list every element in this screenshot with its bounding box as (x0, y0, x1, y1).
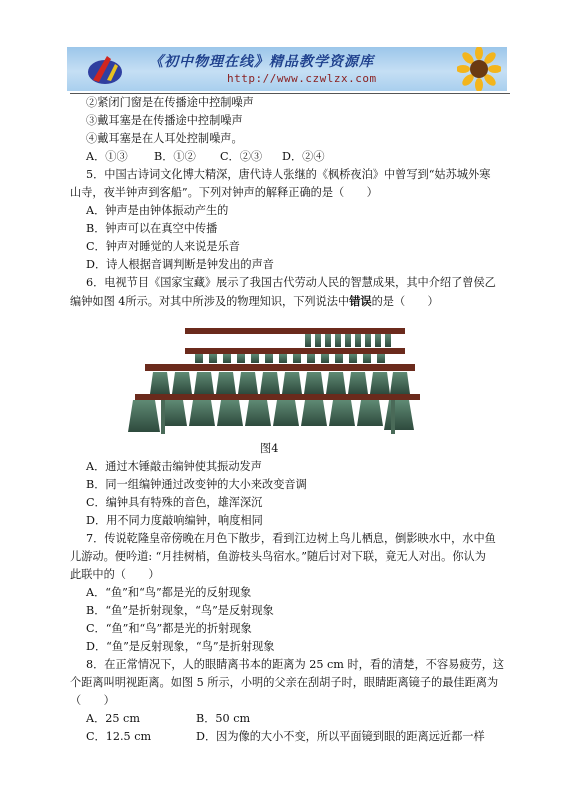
q7-stem-line2: 儿游动。便吟道: “月挂树梢，鱼游枝头鸟宿水。”随后讨对下联，竟无人对出。你认为 (70, 550, 486, 563)
q7-stem-line3: 此联中的（ ） (70, 568, 160, 581)
q6-option-b: B．同一组编钟通过改变钟的大小来改变音调 (86, 478, 307, 491)
q6-stem-emphasis: 错误 (349, 294, 372, 308)
sunflower-icon (457, 47, 501, 91)
q8-stem-line1: 8．在正常情况下，人的眼睛离书本的距离为 25 cm 时，看的清楚，不容易疲劳，这 (86, 658, 505, 671)
site-url[interactable]: http://www.czwlzx.com (227, 72, 377, 85)
q5-option-d: D．诗人根据音调判断是钟发出的声音 (86, 258, 274, 271)
q4-item-3: ③戴耳塞是在传播途中控制噪声 (86, 114, 243, 127)
q8-options-row1 (86, 712, 506, 726)
q6-stem-line1: 6．电视节目《国家宝藏》展示了我国古代劳动人民的智慧成果，其中介绍了曾侯乙 (86, 276, 496, 289)
q6-stem-line2-pre: 编钟如图 4所示。对其中所涉及的物理知识，下列说法中 (70, 295, 350, 308)
header-rule (70, 93, 510, 94)
q4-item-4: ④戴耳塞是在人耳处控制噪声。 (86, 132, 243, 145)
q5-option-a: A．钟声是由钟体振动产生的 (86, 204, 229, 217)
q8-option-b: B．50 cm (196, 712, 251, 725)
q5-stem-line2: 山寺，夜半钟声到客船”。下列对钟声的解释正确的是（ ） (70, 186, 378, 199)
q4-option-d: D．②④ (282, 150, 325, 163)
q8-options-row2 (86, 730, 506, 744)
q5-option-b: B．钟声可以在真空中传播 (86, 222, 218, 235)
q4-item-2: ②紧闭门窗是在传播途中控制噪声 (86, 96, 254, 109)
q5-stem-line1: 5．中国古诗词文化博大精深，唐代诗人张继的《枫桥夜泊》中曾写到“姑苏城外寒 (86, 168, 491, 181)
q8-stem-line2: 个距离叫明视距离。如图 5 所示，小明的父亲在刮胡子时，眼睛距离镜子的最佳距离为 (70, 676, 499, 689)
q8-option-d: D．因为像的大小不变，所以平面镜到眼的距离远近都一样 (196, 730, 485, 743)
q4-option-a: A．①③ (86, 150, 128, 163)
q8-stem-line3: （ ） (70, 694, 115, 707)
q7-option-c: C．“鱼”和“鸟”都是光的折射现象 (86, 622, 252, 635)
q8-option-c: C．12.5 cm (86, 730, 152, 743)
q6-option-a: A．通过木锤敲击编钟使其振动发声 (86, 460, 262, 473)
site-title: 《初中物理在线》精品教学资源库 (149, 54, 374, 70)
q7-stem-line1: 7．传说乾隆皇帝傍晚在月色下散步，看到江边树上鸟儿栖息，倒影映水中，水中鱼 (86, 532, 496, 545)
q5-option-c: C．钟声对睡觉的人来说是乐音 (86, 240, 240, 253)
q7-option-b: B．“鱼”是折射现象，“鸟”是反射现象 (86, 604, 274, 617)
header-banner (67, 47, 507, 91)
q7-option-d: D．“鱼”是反射现象，“鸟”是折射现象 (86, 640, 275, 653)
q4-options (86, 150, 386, 164)
site-logo-icon (85, 50, 125, 88)
q4-option-c: C．②③ (220, 150, 263, 163)
q6-option-c: C．编钟具有特殊的音色，雄浑深沉 (86, 496, 263, 509)
q6-stem-line2 (70, 294, 439, 309)
q4-option-b: B．①② (154, 150, 196, 163)
figure-4-caption: 图4 (260, 442, 279, 455)
q6-stem-line2-post: 的是（ ） (371, 295, 439, 308)
q7-option-a: A．“鱼”和“鸟”都是光的反射现象 (86, 586, 252, 599)
bianzhong-bells-figure (125, 318, 425, 436)
q8-option-a: A．25 cm (86, 712, 140, 725)
q6-option-d: D．用不同力度敲响编钟，响度相同 (86, 514, 263, 527)
